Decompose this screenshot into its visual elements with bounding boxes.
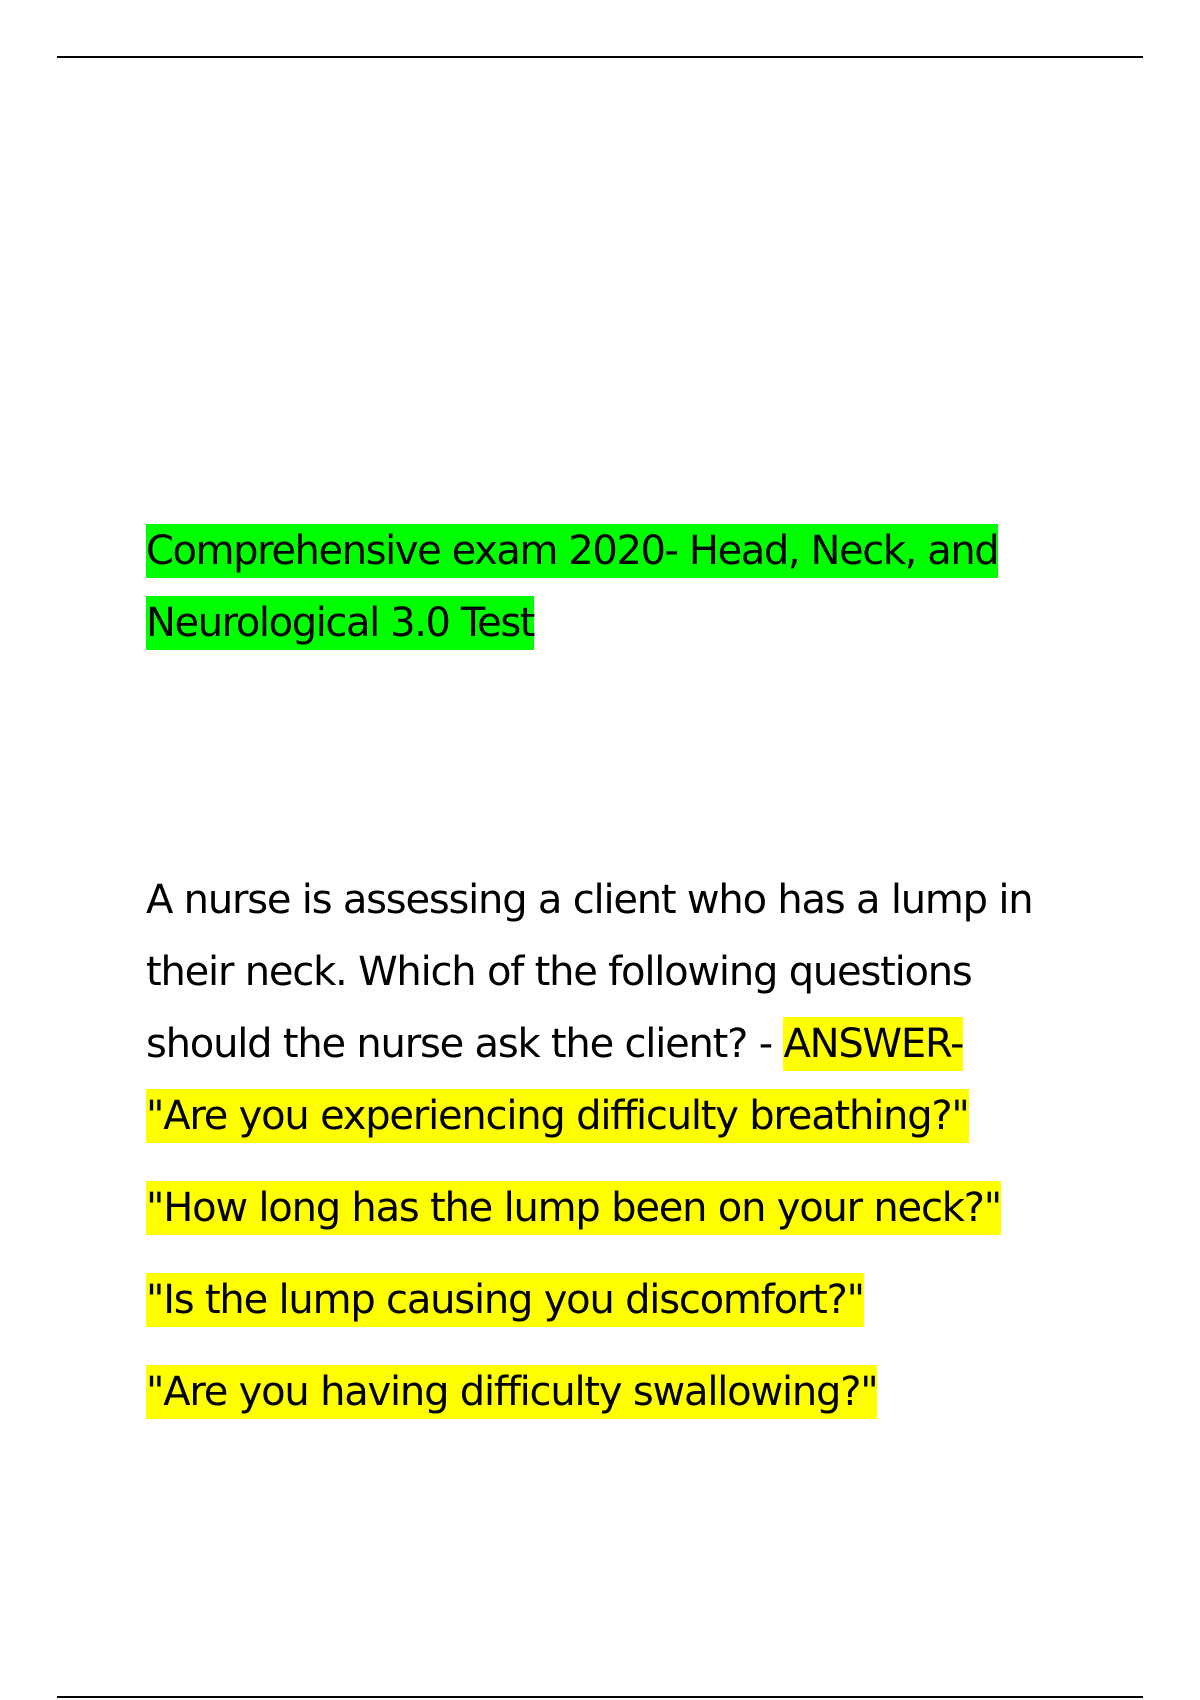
title-highlight: Comprehensive exam 2020- Head, Neck, and Neurological 3.0 Test bbox=[146, 524, 998, 650]
bottom-rule bbox=[57, 1696, 1143, 1698]
answer-text: "Are you experiencing difficulty breathing?" bbox=[146, 1089, 969, 1143]
answer-label: ANSWER- bbox=[783, 1017, 963, 1071]
answer-text: "How long has the lump been on your neck?" bbox=[146, 1181, 1001, 1235]
document-title bbox=[146, 515, 1096, 659]
answer-item bbox=[146, 1080, 1096, 1172]
answer-item bbox=[146, 1172, 1096, 1264]
question-text: A nurse is assessing a client who has a lump in their neck. Which of the following questions should the nurse ask the client? - bbox=[146, 877, 1033, 1067]
answer-item bbox=[146, 1356, 1096, 1448]
question-paragraph bbox=[146, 864, 1096, 1080]
answer-item bbox=[146, 1264, 1096, 1356]
answer-text: "Are you having difficulty swallowing?" bbox=[146, 1365, 877, 1419]
answer-text: "Is the lump causing you discomfort?" bbox=[146, 1273, 864, 1327]
question-block bbox=[146, 864, 1096, 1448]
top-rule bbox=[57, 56, 1143, 58]
